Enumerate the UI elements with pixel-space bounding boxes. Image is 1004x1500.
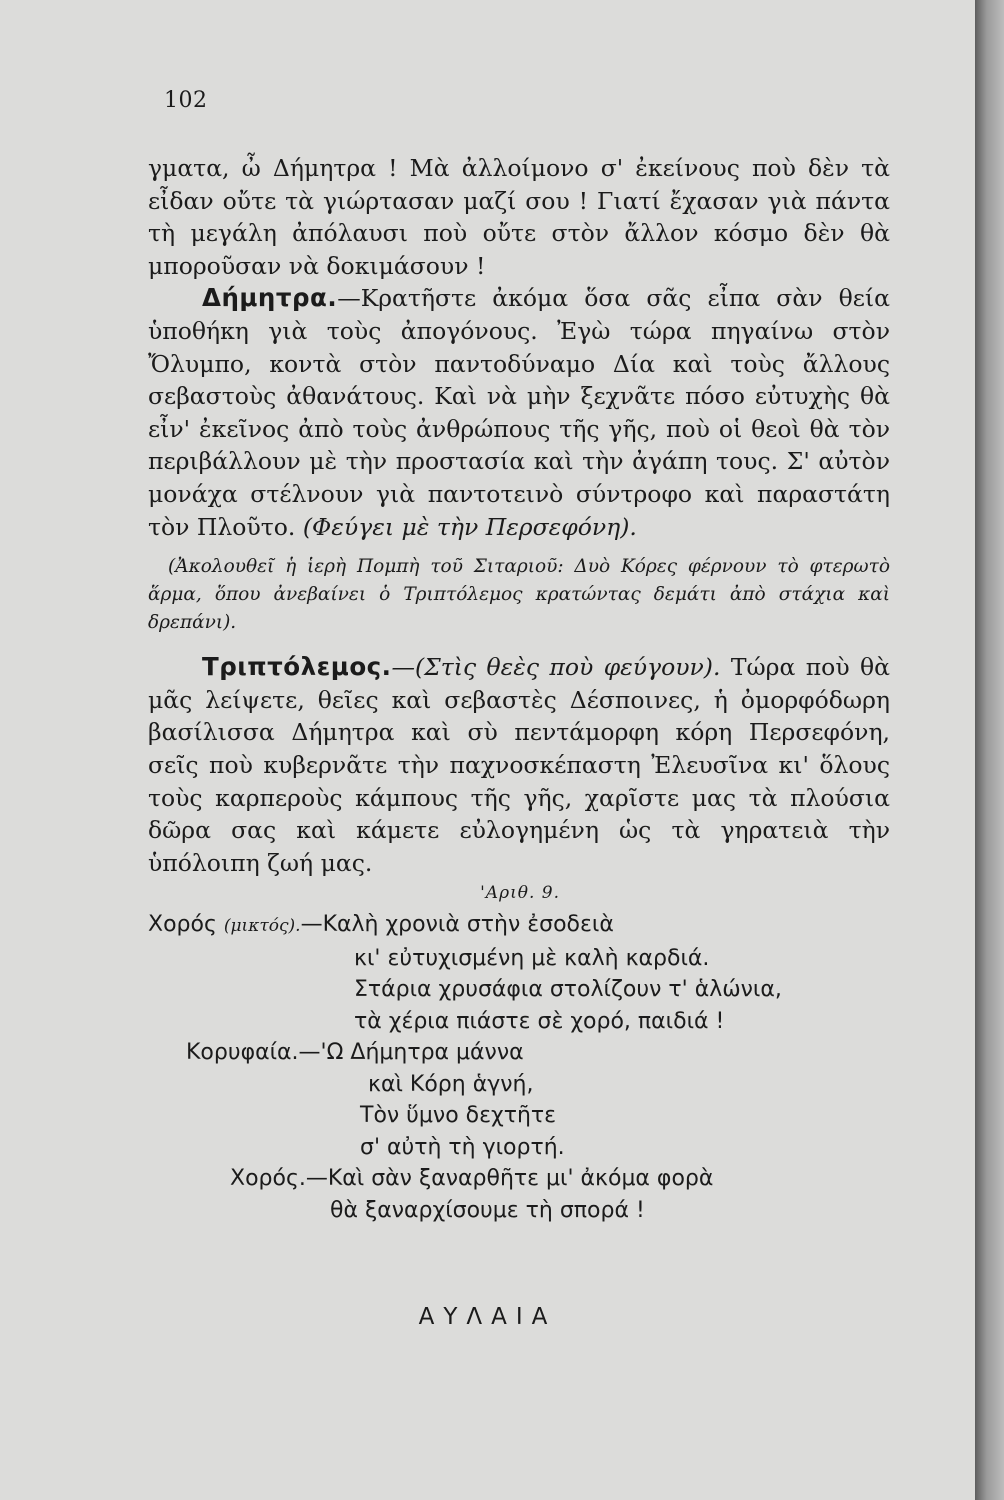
song-line: Στάρια χρυσάφια στολίζουν τ' ἁλώνια,	[354, 977, 782, 1003]
speech-text: —Κρατῆστε ἀκόμα ὅσα σᾶς εἶπα σὰν θεία ὑποθήκη γιὰ τοὺς ἀπογόνους. Ἐγὼ τώρα πηγαίνω στὸν Ὄλυμπο, κοντὰ στὸν παντοδύναμο Δία καὶ τοὺς ἄλλους σεβαστοὺς ἀθανάτους. Καὶ νὰ μὴν ξεχνᾶτε πόσο εὐτυχὴς θὰ εἶν' ἐκεῖνος ἀπὸ τοὺς ἀνθρώπους τῆς γῆς, ποὺ οἱ θεοὶ θὰ τὸν περιβάλλουν μὲ τὴν προστασία καὶ τὴν ἀγάπη τους. Σ' αὐτὸν μονάχα στέλνουν γιὰ παντοτεινὸ σύντροφο καὶ παραστάτη τὸν Πλοῦτο.	[148, 284, 890, 541]
page-body	[148, 152, 890, 1226]
song-verse: —Καλὴ χρονιὰ στὴν ἐσοδειὰ	[300, 912, 614, 938]
song-line	[230, 1163, 890, 1195]
inline-stage-direction: (Φεύγει μὲ τὴν Περσεφόνη).	[302, 512, 637, 541]
song-line: τὰ χέρια πιάστε σὲ χορό, παιδιά !	[354, 1008, 725, 1034]
page-edge-shadow	[975, 0, 1004, 1500]
song-speaker: Χορός	[148, 912, 217, 938]
paragraph-demeter	[148, 282, 890, 543]
song-line: σ' αὐτὴ τὴ γιορτή.	[360, 1134, 565, 1160]
song-verse: —Καὶ σὰν ξαναρθῆτε μι' ἀκόμα φορὰ	[305, 1166, 714, 1192]
paragraph-triptolemos	[148, 651, 890, 879]
paragraph-continuation: γματα, ὦ Δήμητρα ! Μὰ ἀλλοίμονο σ' ἐκείνους ποὺ δὲν τὰ εἶδαν οὔτε τὰ γιώρτασαν μαζί σου ! Γιατί ἔχασαν γιὰ πάντα τὴ μεγάλη ἀπόλαυσι ποὺ οὔτε στὸν ἄλλον κόσμο δὲν θὰ μποροῦσαν νὰ δοκιμάσουν !	[148, 154, 890, 280]
song-block	[148, 909, 890, 1226]
curtain-heading: ΑΥΛΑΙΑ	[418, 1304, 557, 1330]
speaker-name: Τριπτόλεμος.	[202, 652, 392, 682]
speaker-name: Δήμητρα.	[202, 283, 338, 313]
inline-stage-direction: —(Στὶς θεὲς ποὺ φεύγουν).	[391, 653, 721, 682]
song-line	[186, 1037, 890, 1069]
song-speaker: Χορός.	[230, 1166, 306, 1192]
page-number: 102	[164, 88, 208, 113]
number-tag: 'Αριθ. 9.	[480, 883, 560, 904]
song-speaker: Κορυφαία.	[186, 1040, 299, 1066]
song-line: θὰ ξαναρχίσουμε τὴ σπορά !	[330, 1197, 645, 1223]
speech-text: Τώρα ποὺ θὰ μᾶς λείψετε, θεῖες καὶ σεβαστὲς Δέσποινες, ἡ ὀμορφόδωρη βασίλισσα Δήμητρα καὶ σὺ πεντάμορφη κόρη Περσεφόνη, σεῖς ποὺ κυβερνᾶτε τὴν παχνοσκέπαστη Ἐλευσῖνα κι' ὅλους τοὺς καρπεροὺς κάμπους τῆς γῆς, χαρῖστε μας τὰ πλούσια δῶρα σας καὶ κάμετε εὐλογημένη ὡς τὰ γηρατειὰ τὴν ὑπόλοιπη ζωή μας.	[148, 653, 891, 877]
stage-direction: (Ἀκολουθεῖ ἡ ἱερὴ Πομπὴ τοῦ Σιταριοῦ: Δυὸ Κόρες φέρνουν τὸ φτερωτὸ ἅρμα, ὅπου ἀνεβαίνει ὁ Τριπτόλεμος κρατώντας δεμάτι ἀπὸ στάχια καὶ δρεπάνι).	[148, 556, 890, 634]
song-line: κι' εὐτυχισμένη μὲ καλὴ καρδιά.	[354, 945, 710, 971]
song-speaker-note: (μικτός).	[223, 916, 301, 937]
song-verse: —'Ω Δήμητρα μάννα	[298, 1040, 524, 1066]
song-line: καὶ Κόρη ἁγνή,	[368, 1071, 534, 1097]
song-line: Τὸν ὕμνο δεχτῆτε	[360, 1103, 557, 1129]
song-line	[148, 909, 890, 943]
